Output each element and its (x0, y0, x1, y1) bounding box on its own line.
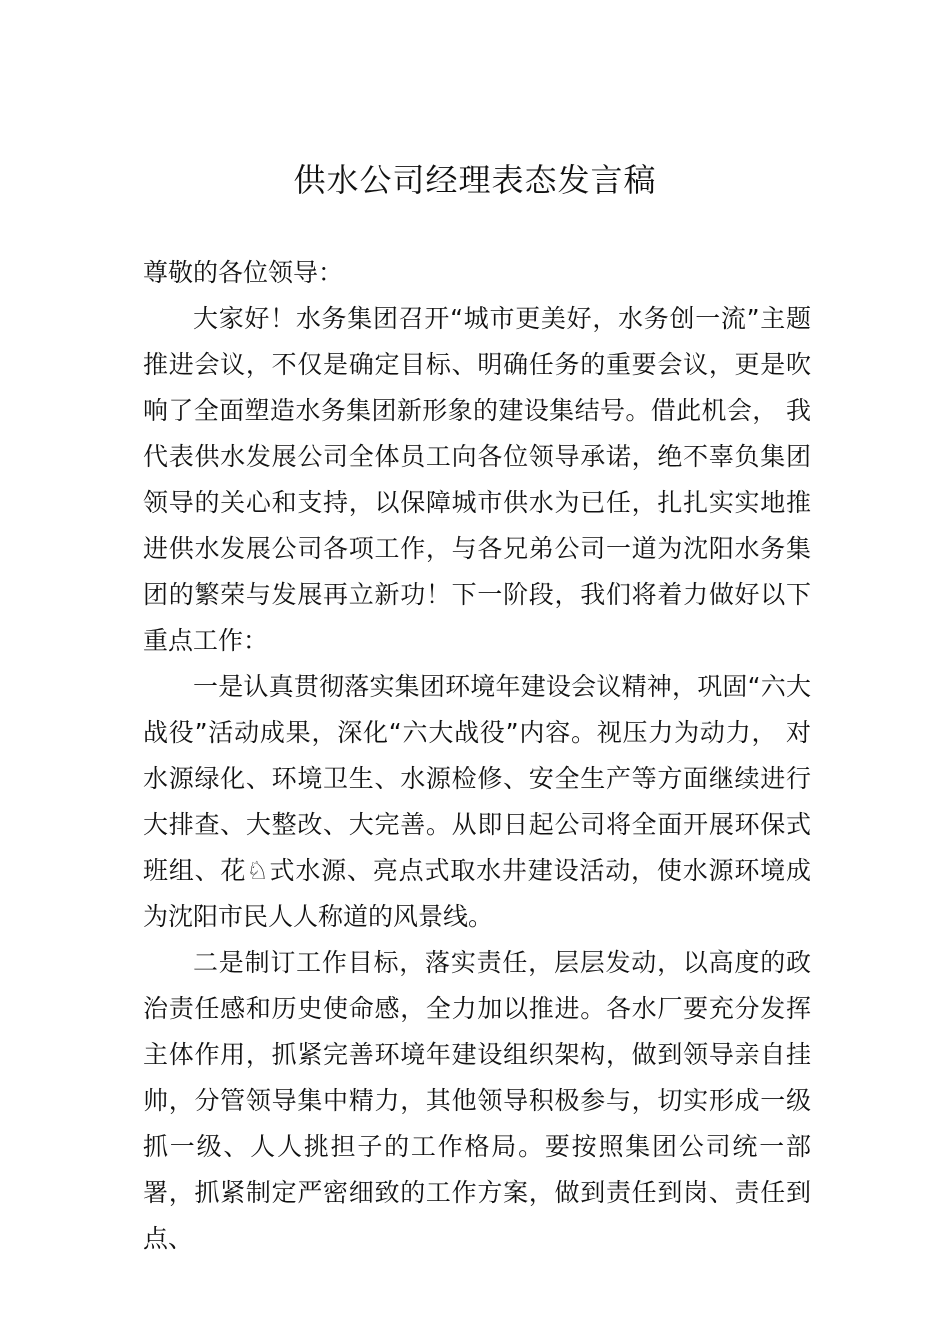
salutation: 尊敬的各位领导： (143, 258, 344, 287)
paragraph-2: 一是认真贯彻落实集团环境年建设会议精神，巩固“六大战役”活动成果，深化“六大战役”内容。视压力为动力， 对水源绿化、环境卫生、水源检修、安全生产等方面继续进行大排查、大整改、大完善。从即日起公司将全面开展环保式班组、花♘式水源、亮点式取水井建设活动，使水源环境成为沈阳市民人人称道的风景线。 (143, 672, 811, 931)
paragraph-3: 二是制订工作目标，落实责任，层层发动，以高度的政治责任感和历史使命感，全力加以推进。各水厂要充分发挥主体作用，抓紧完善环境年建设组织架构，做到领导亲自挂帅，分管领导集中精力，其他领导积极参与，切实形成一级抓一级、人人挑担子的工作格局。要按照集团公司统一部署，抓紧制定严密细致的工作方案，做到责任到岗、责任到点、 (143, 948, 811, 1253)
document-body (143, 250, 811, 1262)
paragraph-1: 大家好！水务集团召开“城市更美好，水务创一流”主题推进会议，不仅是确定目标、明确任务的重要会议，更是吹响了全面塑造水务集团新形象的建设集结号。借此机会， 我代表供水发展公司全体员工向各位领导承诺，绝不辜负集团领导的关心和支持，以保障城市供水为已任，扎扎实实地推进供水发展公司各项工作，与各兄弟公司一道为沈阳水务集团的繁荣与发展再立新功！下一阶段，我们将着力做好以下重点工作： (143, 304, 811, 655)
document-title: 供水公司经理表态发言稿 (293, 161, 657, 199)
